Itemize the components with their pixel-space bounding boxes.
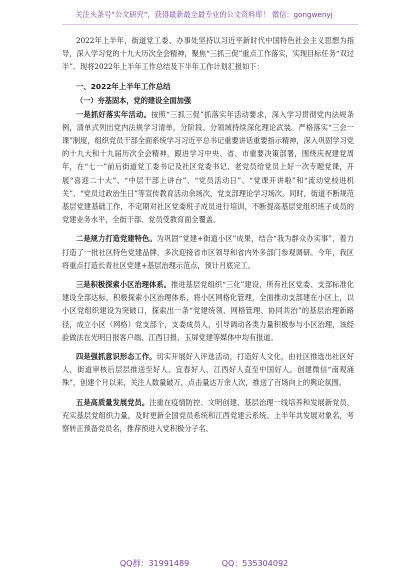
paragraph-lead: 四是强抓意识形态工作。 xyxy=(76,352,157,362)
paragraph-text: 为巩固“党建+街道小区”成果，结合“我为群众办实事”，着力打造了一批社区特色党建品牌，多次迎接省市区领导和省内外多部门参观调研。今年，我区将重点打造长青社区党建+基层治理示范点，预计月底完工。 xyxy=(62,234,354,270)
paragraph-item-5 xyxy=(62,396,354,436)
paragraph-text: 切实开展好入评选活动，打造好人文化，由社区推选出社区好人，街道审核后层层推送至好人、宜春好人、江西好人直至中国好人。创建微信“南观涌殊”，创建个月以来，关注人数量破万，点击量达万余人次，推送了百场向上的舆论氛围。 xyxy=(62,352,354,388)
footer-contacts xyxy=(0,558,408,569)
paragraph-item-3 xyxy=(62,278,354,344)
footer-qq: QQ：535304092 xyxy=(221,559,289,568)
paragraph-lead: 三是积极探索小区治理体系。 xyxy=(76,280,172,290)
paragraph-item-2 xyxy=(62,232,354,272)
footer-qq-group: QQ群：31991489 xyxy=(119,559,190,568)
subsection-heading: （一）夯基固本，党的建设全面加强 xyxy=(76,95,192,105)
paragraph-text: 注重在疫情防控、文明创建、基层治理一线培养和发展新党员，充实基层党组织力量，及时更新全国党员系统和江西党建云系统。上半年共发展对象名，考察转正预备党员名，推荐预进入党积极分子名。 xyxy=(62,397,354,434)
paragraph-item-1 xyxy=(62,108,354,227)
paragraph-text: 按照“三抓三促”抓落实年活动要求，深入学习贯彻党内法规条例，清单式列出党内法规学习清单，分阶段、分领域持续深化理论武装。严格落实“三会一课”制度，组织党员干部全面系统学习习近平总书记重要讲话重要指示精神，深入巩固学习党的十九大和十九届历次全会精神，跟进学习中央、省、市重要决策部署，围绕庆祝建党周年，在“七一”前后街道党工委书记及社区党委书记、老党员给党员上好一次专题党课，开展“喜迎二十大”、“中层干部上讲台”、“党员活动日”、“党课开讲啦”和“流动党校进机关”、“党员过政治生日”等宣传教育活动余场次，党支部理论学习场次。同时，街道不断规范基层党建基础工作，不定期对社区党委班子成员进行培训，不断提高基层党组织班子成员的党建业务水平，全街干部、党员受教育面全覆盖。 xyxy=(62,109,354,225)
intro-paragraph: 2022年上半年，街道党工委、办事处坚持以习近平新时代中国特色社会主义思想为指导，深入学习党的十九大历次全会精神，聚焦“三抓三促”重点工作落实，实现目标任务“双过半”。现将2022年上半年工作总结及下半年工作计划汇报如下： xyxy=(62,36,354,72)
document-body xyxy=(62,30,354,435)
paragraph-item-4 xyxy=(62,350,354,390)
section-heading: 一、2022年上半年工作总结 xyxy=(76,81,171,91)
paragraph-text: 推进基层党组织“三化”建设，所有社区党委、支部标准化建设全部达标，积极探索小区治理体系，将小区网格化管理，全面推动支部建在小区上，以小区党组织建设为突破口，探索出一条“党建统领、网格管理、协同共治”的基层治理新路径，成立小区（网格）党支部个，支委成员人，引导调动各类力量积极参与小区治理，该经验做法在光明日报客户端、江西日报、玉屏党建等媒体中均有报道。 xyxy=(62,280,354,342)
paragraph-lead: 二是规力打造党建特色。 xyxy=(76,234,157,244)
header-divider xyxy=(62,24,358,25)
paragraph-lead: 一是抓好落实年活动。 xyxy=(76,109,152,119)
header-banner: 关注头条号“公文研究”，获得最新最全最专业的公文资料库！ 微信：gongwenyj xyxy=(75,10,333,19)
paragraph-lead: 五是高质量发展党员。 xyxy=(76,397,150,407)
